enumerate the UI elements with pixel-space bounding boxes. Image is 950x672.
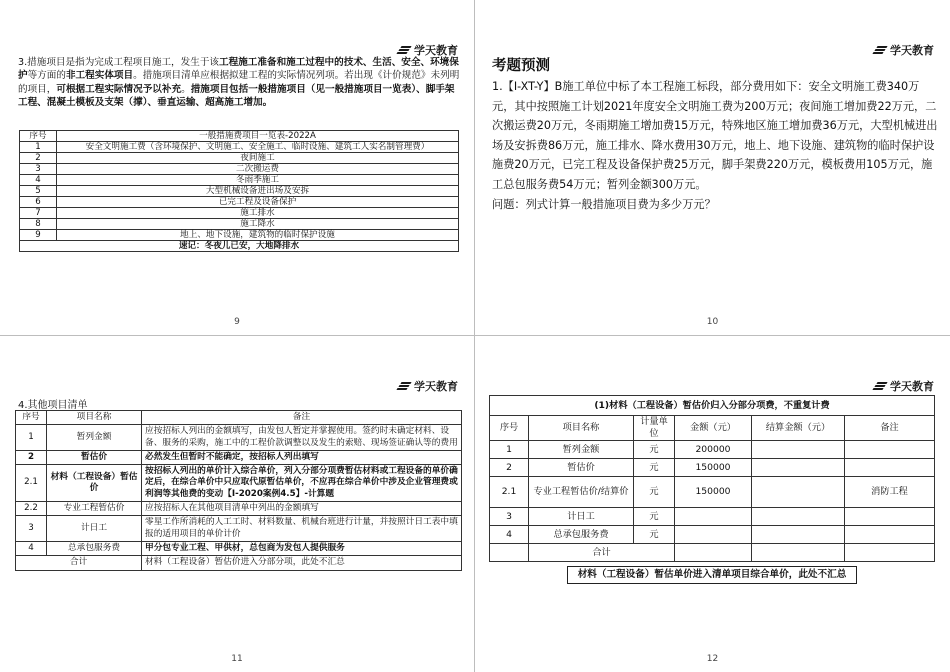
page-10 <box>475 0 950 335</box>
table-row <box>20 208 459 219</box>
other-items-table <box>15 410 462 571</box>
row-number: 2.1 <box>16 465 47 502</box>
table-header-no: 序号 <box>20 131 57 142</box>
brand-logo-icon <box>873 46 887 55</box>
brand-logo <box>397 44 458 56</box>
intro-text-run: 非工程实体项目 <box>65 70 134 82</box>
row-item-name: 暂列金额 <box>529 441 634 459</box>
row-note <box>845 441 935 459</box>
row-amount: 150000 <box>675 459 752 477</box>
row-item-name: 材料（工程设备）暂估价 <box>47 465 142 502</box>
row-note <box>845 459 935 477</box>
row-note: 应按招标人列出的金额填写，由发包人暂定并掌握使用。签约时未确定材料、设备、服务的采购，施工中的工程价款调整以及发生的索赔、现场签证确认等的费用 <box>142 425 462 451</box>
mnemonic-note: 速记：冬夜儿已安，大地降排水 <box>20 241 459 252</box>
row-unit: 元 <box>634 526 675 544</box>
brand-logo-text: 学天教育 <box>890 380 934 393</box>
page-12 <box>475 336 950 672</box>
table-row <box>20 186 459 197</box>
row-number: 1 <box>490 441 529 459</box>
row-item-name: 二次搬运费 <box>57 164 459 175</box>
table-row <box>490 477 935 508</box>
table-row <box>490 508 935 526</box>
table-header-no: 序号 <box>490 416 529 441</box>
row-settle-amount <box>752 526 845 544</box>
intro-text-run: 等方面的 <box>27 70 66 82</box>
brand-logo <box>397 380 458 392</box>
table-header-name: 项目名称 <box>529 416 634 441</box>
row-number: 2 <box>20 153 57 164</box>
row-number: 2 <box>16 450 47 464</box>
table-header-title: 一般措施费项目一览表-2022A <box>57 131 459 142</box>
table-header-name: 项目名称 <box>47 411 142 425</box>
table-row <box>16 450 462 464</box>
intro-text-run: 工程施工准备和施工过程中的技术、生活、安全、环境保护 <box>18 57 459 82</box>
table-row <box>16 502 462 516</box>
row-number: 2.2 <box>16 502 47 516</box>
table-header-note: 备注 <box>142 411 462 425</box>
row-number: 3 <box>16 516 47 542</box>
intro-text-run: 可根据工程实际情况予以补充 <box>56 83 182 95</box>
question-body: 1.【Ⅰ-XT-Y】B施工单位中标了本工程施工标段，部分费用如下：安全文明施工费340万元，其中按照施工计划2021年度安全文明施工费为200万元；夜间施工增加费22万元，二次搬运费20万元，冬雨期施工增加费15万元，特殊地区施工增加费36万元，大型机械进出场及安拆费86万元，施工排水、降水费用30万元，地上、地下设施、建筑物的临时保护设施费20万元，已完工程及设备保护费25万元，脚手架费220万元，模板费用105万元，施工总包服务费54万元；暂列金额300万元。 <box>492 80 938 191</box>
row-item-name: 已完工程及设备保护 <box>57 197 459 208</box>
row-item-name: 专业工程暂估价 <box>47 502 142 516</box>
row-item-name: 施工排水 <box>57 208 459 219</box>
brand-logo-text: 学天教育 <box>890 44 934 57</box>
summary-note-box: 材料（工程设备）暂估单价进入清单项目综合单价，此处不汇总 <box>567 566 858 584</box>
page-number: 12 <box>706 654 719 664</box>
section-title: 4.其他项目清单 <box>18 400 88 411</box>
row-item-name: 冬雨季施工 <box>57 175 459 186</box>
row-settle-amount <box>752 441 845 459</box>
page-number: 10 <box>706 317 719 327</box>
table-header-settle: 结算金额（元） <box>752 416 845 441</box>
row-amount: 200000 <box>675 441 752 459</box>
intro-text-run: 措施项目包括一般措施项目（见一般措施项目一览表）、脚手架工程、混凝土模板及支架（撑）、垂直运输、超高施工增加。 <box>18 83 455 108</box>
brand-logo <box>873 380 934 392</box>
table-row <box>490 526 935 544</box>
row-item-name: 计日工 <box>47 516 142 542</box>
table-row <box>16 425 462 451</box>
row-settle-amount <box>752 508 845 526</box>
table-row <box>20 197 459 208</box>
brand-logo-icon <box>397 46 411 55</box>
row-item-name: 专业工程暂估价/结算价 <box>529 477 634 508</box>
row-unit: 元 <box>634 508 675 526</box>
table-header-no: 序号 <box>16 411 47 425</box>
table-row <box>20 164 459 175</box>
row-number: 3 <box>490 508 529 526</box>
row-item-name: 总承包服务费 <box>47 541 142 555</box>
brand-logo-icon <box>397 382 411 391</box>
table-row <box>20 153 459 164</box>
total-label: 合计 <box>16 556 142 570</box>
row-number: 1 <box>16 425 47 451</box>
table-row <box>20 142 459 153</box>
row-number: 9 <box>20 230 57 241</box>
total-note: 材料（工程设备）暂估价进入分部分项，此处不汇总 <box>142 556 462 570</box>
brand-logo-icon <box>873 382 887 391</box>
row-note <box>845 508 935 526</box>
row-settle-amount <box>752 459 845 477</box>
row-note: 必然发生但暂时不能确定，按招标人列出填写 <box>142 450 462 464</box>
row-item-name: 总承包服务费 <box>529 526 634 544</box>
brand-logo <box>873 44 934 56</box>
intro-text-run: 3.措施项目是指为完成工程项目施工，发生于该 <box>18 57 220 68</box>
row-unit: 元 <box>634 441 675 459</box>
row-number: 5 <box>20 186 57 197</box>
row-amount: 150000 <box>675 477 752 508</box>
row-number: 4 <box>490 526 529 544</box>
row-note <box>845 526 935 544</box>
row-number: 2 <box>490 459 529 477</box>
row-note: 消防工程 <box>845 477 935 508</box>
row-item-name: 暂列金额 <box>47 425 142 451</box>
total-label: 合计 <box>529 544 675 562</box>
table-row <box>490 459 935 477</box>
table-row <box>20 219 459 230</box>
table-header-note: 备注 <box>845 416 935 441</box>
table-header-unit: 计量单位 <box>634 416 675 441</box>
row-item-name: 暂估价 <box>47 450 142 464</box>
row-number: 1 <box>20 142 57 153</box>
page-heading: 考题预测 <box>492 58 550 74</box>
row-number: 3 <box>20 164 57 175</box>
table-row <box>16 516 462 542</box>
table-row <box>20 230 459 241</box>
row-item-name: 安全文明施工费（含环境保护、文明施工、安全施工、临时设施、建筑工人实名制管理费） <box>57 142 459 153</box>
row-number: 6 <box>20 197 57 208</box>
row-item-name: 大型机械设备进出场及安拆 <box>57 186 459 197</box>
row-note: 按招标人列出的单价计入综合单价，列入分部分项费暂估材料或工程设备的单价确定后，在综合单价中只应取代原暂估单价，不应再在综合单价中涉及企业管理费或利润等其他费的变动【Ⅰ-2020案例4.5】-计算题 <box>142 465 462 502</box>
row-number: 2.1 <box>490 477 529 508</box>
row-unit: 元 <box>634 459 675 477</box>
row-number: 4 <box>16 541 47 555</box>
page-number: 9 <box>234 317 240 327</box>
exam-question <box>492 77 938 214</box>
table-row <box>16 541 462 555</box>
row-item-name: 夜间施工 <box>57 153 459 164</box>
page-11 <box>0 336 474 672</box>
row-number: 7 <box>20 208 57 219</box>
intro-text-run: 。 <box>181 83 191 95</box>
row-number: 8 <box>20 219 57 230</box>
table-row <box>16 465 462 502</box>
row-number: 4 <box>20 175 57 186</box>
question-ask: 问题：列式计算一般措施项目费为多少万元？ <box>492 197 716 211</box>
page-number: 11 <box>231 654 243 664</box>
other-items-example-table <box>489 395 935 588</box>
row-note: 甲分包专业工程、甲供材，总包商为发包人提供服务 <box>142 541 462 555</box>
table-header-amount: 金额（元） <box>675 416 752 441</box>
general-measures-table <box>19 130 459 252</box>
intro-text-run: 。措施项目清单应根据拟建工程的实际情况列项。若出现《计价规范》未列明的项目， <box>18 70 460 95</box>
row-note: 应按招标人在其他项目清单中列出的金额填写 <box>142 502 462 516</box>
row-amount <box>675 508 752 526</box>
row-amount <box>675 526 752 544</box>
row-item-name: 计日工 <box>529 508 634 526</box>
row-unit: 元 <box>634 477 675 508</box>
table-row <box>490 441 935 459</box>
table-caption: (1)材料（工程设备）暂估价归入分部分项费，不重复计费 <box>490 396 935 416</box>
brand-logo-text: 学天教育 <box>414 380 458 393</box>
row-item-name: 施工降水 <box>57 219 459 230</box>
row-settle-amount <box>752 477 845 508</box>
row-note: 零星工作所消耗的人工工时、材料数量、机械台班进行计量，并按照计日工表中填报的适用项目的单价计价 <box>142 516 462 542</box>
measures-intro-paragraph <box>18 56 460 109</box>
table-row <box>20 175 459 186</box>
page-9 <box>0 0 474 335</box>
row-item-name: 地上、地下设施，建筑物的临时保护设施 <box>57 230 459 241</box>
brand-logo-text: 学天教育 <box>414 44 458 57</box>
row-item-name: 暂估价 <box>529 459 634 477</box>
